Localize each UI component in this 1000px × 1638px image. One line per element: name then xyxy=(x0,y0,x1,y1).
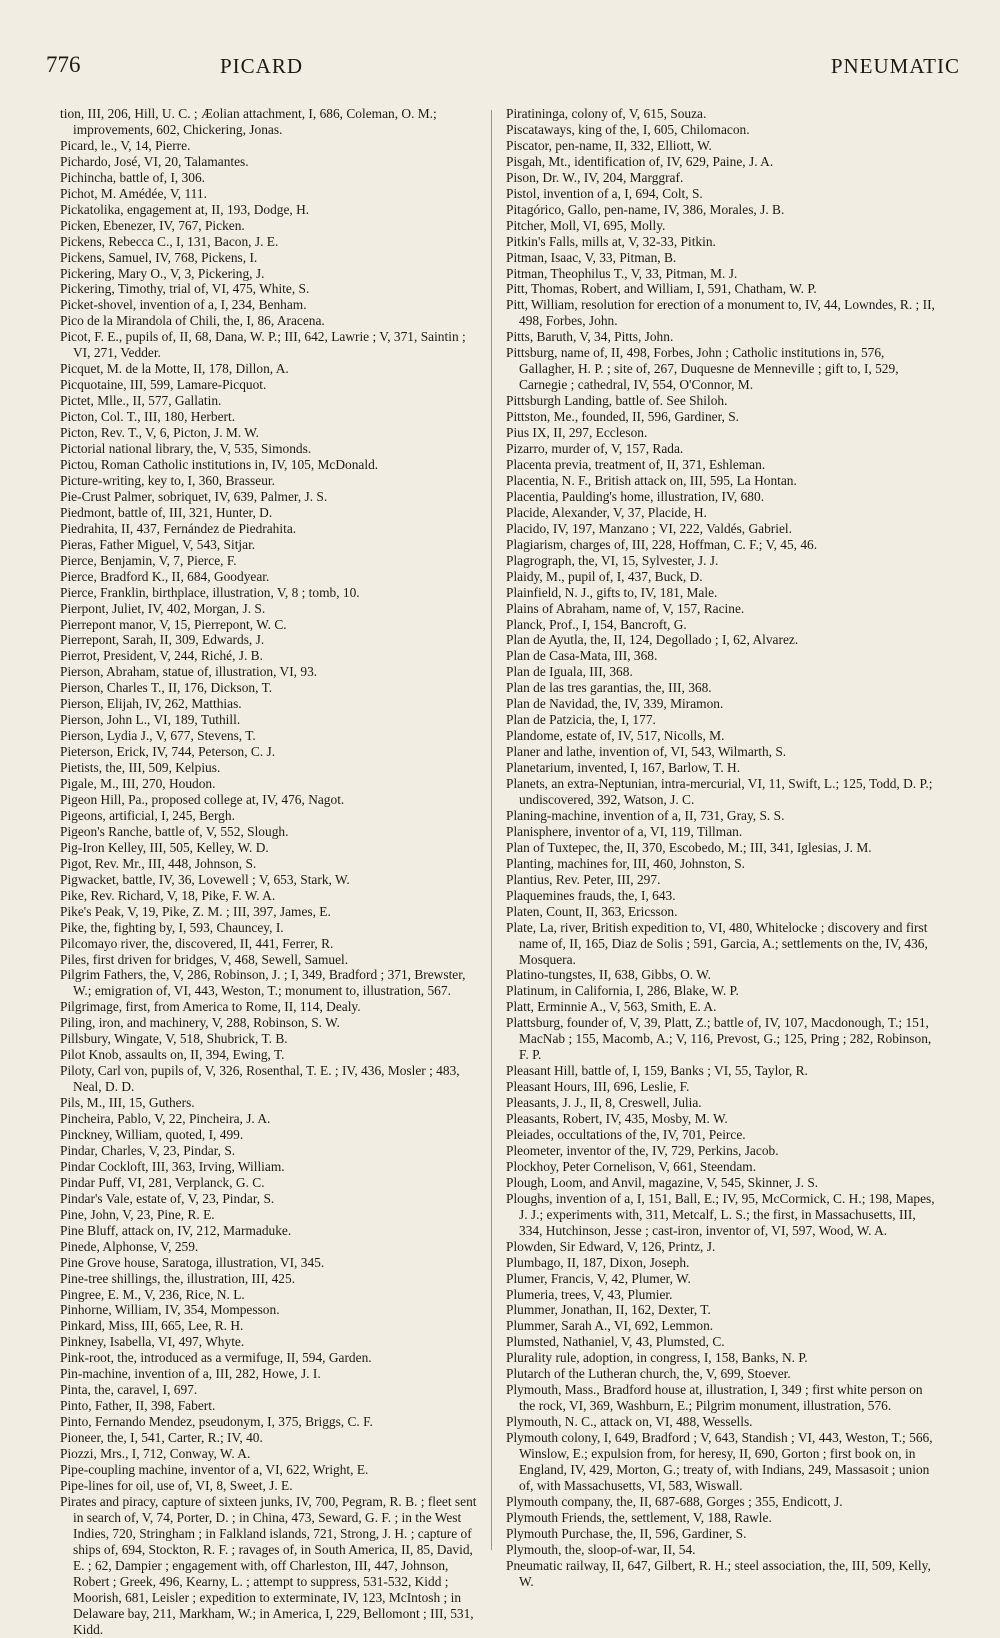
index-entry: Plan de Ayutla, the, II, 124, Degollado ; I, 62, Alvarez. xyxy=(506,632,799,648)
index-entry: Pleiades, occultations of the, IV, 701, Peirce. xyxy=(506,1127,746,1142)
index-entry: Piscataways, king of the, I, 605, Chilomacon. xyxy=(506,121,750,137)
index-entry: Pindar, Charles, V, 23, Pindar, S. xyxy=(60,1142,236,1158)
index-entry: Pleasants, J. J., II, 8, Creswell, Julia. xyxy=(506,1095,702,1111)
index-entry: Pipe-lines for oil, use of, VI, 8, Sweet, J. E. xyxy=(60,1477,293,1493)
index-entry: Picquet, M. de la Motte, II, 178, Dillon, A. xyxy=(60,361,289,377)
index-entry: Pie-Crust Palmer, sobriquet, IV, 639, Palmer, J. S. xyxy=(60,488,328,504)
index-entry: Plumsted, Nathaniel, V, 43, Plumsted, C. xyxy=(506,1334,725,1350)
index-entry: Pierson, Abraham, statue of, illustration, VI, 93. xyxy=(60,664,318,680)
index-entry: Pine Bluff, attack on, IV, 212, Marmaduke. xyxy=(60,1222,292,1238)
index-entry: Pinkney, Isabella, VI, 497, Whyte. xyxy=(60,1334,245,1350)
index-entry: Placenta previa, treatment of, II, 371, Eshleman. xyxy=(506,456,766,472)
running-head-left: PICARD xyxy=(220,54,304,78)
index-entry: Pleasant Hours, III, 696, Leslie, F. xyxy=(506,1079,690,1095)
index-entry: Pitts, Baruth, V, 34, Pitts, John. xyxy=(506,329,674,345)
index-entry: Piscator, pen-name, II, 332, Elliott, W. xyxy=(506,137,712,153)
index-entry: Pison, Dr. W., IV, 204, Marggraf. xyxy=(506,169,684,185)
index-entry: Pierpont, Juliet, IV, 402, Morgan, J. S. xyxy=(60,600,266,616)
index-entry: Pieterson, Erick, IV, 744, Peterson, C. J. xyxy=(60,744,276,760)
index-entry: Plan of Tuxtepec, the, II, 370, Escobedo, M.; III, 341, Iglesias, J. M. xyxy=(506,839,872,855)
index-entry: Pittsburg, name of, II, 498, Forbes, John ; Catholic institutions in, 576, Gallagher, H. P. ; site of, 267, Duquesne de Menneville ; gift to, I, 529, Carnegie ; cathedral, IV, 554, O'Connor, M. xyxy=(506,345,899,393)
page-number: 776 xyxy=(46,52,81,77)
index-entry: Pindar Puff, VI, 281, Verplanck, G. C. xyxy=(60,1174,265,1190)
index-entry: Pinhorne, William, IV, 354, Mompesson. xyxy=(60,1302,280,1318)
index-entry: Piling, iron, and machinery, V, 288, Robinson, S. W. xyxy=(60,1015,340,1031)
index-entry: Pinto, Fernando Mendez, pseudonym, I, 375, Briggs, C. F. xyxy=(60,1414,373,1430)
index-entry: Pigot, Rev. Mr., III, 448, Johnson, S. xyxy=(60,855,257,871)
index-entry: Platt, Erminnie A., V, 563, Smith, E. A. xyxy=(506,999,717,1015)
index-entry: Pichardo, José, VI, 20, Talamantes. xyxy=(60,153,249,169)
index-entry: Placentia, N. F., British attack on, III, 595, La Hontan. xyxy=(506,472,797,488)
index-entry: Picton, Rev. T., V, 6, Picton, J. M. W. xyxy=(60,425,260,441)
index-entry: Pils, M., III, 15, Guthers. xyxy=(60,1095,195,1111)
index-entry: Platen, Count, II, 363, Ericsson. xyxy=(506,903,678,919)
index-entry: Pike, Rev. Richard, V, 18, Pike, F. W. A. xyxy=(60,887,276,903)
index-entry: Pickatolika, engagement at, II, 193, Dodge, H. xyxy=(60,201,310,217)
index-entry: Pittston, Me., founded, II, 596, Gardiner, S. xyxy=(506,409,740,425)
index-entry: Plandome, estate of, IV, 517, Nicolls, M. xyxy=(506,728,725,744)
index-entry: Pictet, Mlle., II, 577, Gallatin. xyxy=(60,393,222,409)
index-entry: Pink-root, the, introduced as a vermifuge, II, 594, Garden. xyxy=(60,1350,372,1366)
index-entry: Pindar's Vale, estate of, V, 23, Pindar, S. xyxy=(60,1190,275,1206)
index-entry: Pilcomayo river, the, discovered, II, 441, Ferrer, R. xyxy=(60,935,334,951)
index-entry: Plymouth Friends, the, settlement, V, 188, Rawle. xyxy=(506,1509,772,1525)
index-entry: Pierson, Elijah, IV, 262, Matthias. xyxy=(60,696,242,712)
index-entry: Plockhoy, Peter Cornelison, V, 661, Steendam. xyxy=(506,1158,757,1174)
index-entry: Pitcher, Moll, VI, 695, Molly. xyxy=(506,217,666,233)
index-entry: Pilot Knob, assaults on, II, 394, Ewing, T. xyxy=(60,1047,285,1063)
index-entry: Pierson, John L., VI, 189, Tuthill. xyxy=(60,712,241,728)
index-entry: Pitt, Thomas, Robert, and William, I, 591, Chatham, W. P. xyxy=(506,281,817,297)
index-entry: Picken, Ebenezer, IV, 767, Picken. xyxy=(60,217,245,233)
index-entry: Plattsburg, founder of, V, 39, Platt, Z.; battle of, IV, 107, Macdonough, T.; 151, MacNab ; 155, Macomb, A.; V, 116, Prevost, G.; 125, Pring ; 282, Robinson, F. P. xyxy=(506,1015,932,1063)
index-entry: Piratininga, colony of, V, 615, Souza. xyxy=(506,106,707,121)
index-entry: Pizarro, murder of, V, 157, Rada. xyxy=(506,441,684,457)
running-head-right: PNEUMATIC xyxy=(830,54,960,78)
index-entry: Ploughs, invention of a, I, 151, Ball, E.; IV, 95, McCormick, C. H.; 198, Mapes, J. J.; experiments with, 311, Metcalf, L. S.; the first, in Massachusetts, III, 334, Hutchinson, Jesse ; cast-iron, inventor of, VI, 597, Wood, W. A. xyxy=(506,1190,935,1238)
index-entry: Plains of Abraham, name of, V, 157, Racine. xyxy=(506,600,745,616)
index-entry: Plumer, Francis, V, 42, Plumer, W. xyxy=(506,1270,691,1286)
index-entry: Plumbago, II, 187, Dixon, Joseph. xyxy=(506,1254,690,1270)
index-entry: Pindar Cockloft, III, 363, Irving, William. xyxy=(60,1158,285,1174)
index-entry: Pilgrim Fathers, the, V, 286, Robinson, J. ; I, 349, Bradford ; 371, Brewster, W.; emigration of, VI, 443, Weston, T.; monument to, illustration, 567. xyxy=(60,967,466,999)
index-entry: Placentia, Paulding's home, illustration, IV, 680. xyxy=(506,488,765,504)
index-column-left xyxy=(60,106,480,1638)
index-entry: Pius IX, II, 297, Eccleson. xyxy=(506,425,648,441)
index-entry: Plymouth, the, sloop-of-war, II, 54. xyxy=(506,1541,696,1557)
index-entry: Pin-machine, invention of a, III, 282, Howe, J. I. xyxy=(60,1366,321,1382)
index-entry: Placide, Alexander, V, 37, Placide, H. xyxy=(506,504,707,520)
index-entry: Planer and lathe, invention of, VI, 543, Wilmarth, S. xyxy=(506,744,787,760)
index-entry: Pleasant Hill, battle of, I, 159, Banks ; VI, 55, Taylor, R. xyxy=(506,1063,808,1079)
index-entry: Plan de Patzicia, the, I, 177. xyxy=(506,712,656,728)
index-entry: Pincheira, Pablo, V, 22, Pincheira, J. A. xyxy=(60,1111,271,1127)
index-entry: Piozzi, Mrs., I, 712, Conway, W. A. xyxy=(60,1446,251,1462)
index-entry: Pichincha, battle of, I, 306. xyxy=(60,169,206,185)
index-entry: Pigwacket, battle, IV, 36, Lovewell ; V, 653, Stark, W. xyxy=(60,871,350,887)
index-entry: Plaquemines frauds, the, I, 643. xyxy=(506,887,676,903)
index-entry: Pickens, Rebecca C., I, 131, Bacon, J. E. xyxy=(60,233,279,249)
index-entry: Picquotaine, III, 599, Lamare-Picquot. xyxy=(60,377,267,393)
index-entry: Plan de las tres garantias, the, III, 368. xyxy=(506,680,712,696)
index-entry: Picot, F. E., pupils of, II, 68, Dana, W. P.; III, 642, Lawrie ; V, 371, Saintin ; VI, 271, Vedder. xyxy=(60,329,466,361)
index-entry: Pisgah, Mt., identification of, IV, 629, Paine, J. A. xyxy=(506,153,774,169)
index-entry: Picard, le., V, 14, Pierre. xyxy=(60,137,191,153)
index-entry: tion, III, 206, Hill, U. C. ; Æolian attachment, I, 686, Coleman, O. M.; improvements, 602, Chickering, Jonas. xyxy=(60,106,437,137)
index-entry: Pierce, Franklin, birthplace, illustration, V, 8 ; tomb, 10. xyxy=(60,584,360,600)
index-entry: Pictorial national library, the, V, 535, Simonds. xyxy=(60,441,312,457)
index-entry: Piles, first driven for bridges, V, 468, Sewell, Samuel. xyxy=(60,951,349,967)
index-entry: Platino-tungstes, II, 638, Gibbs, O. W. xyxy=(506,967,711,983)
index-entry: Plaidy, M., pupil of, I, 437, Buck, D. xyxy=(506,568,703,584)
index-entry: Pierrot, President, V, 244, Riché, J. B. xyxy=(60,648,263,664)
index-entry: Planets, an extra-Neptunian, intra-mercurial, VI, 11, Swift, L.; 125, Todd, D. P.; undiscovered, 392, Watson, J. C. xyxy=(506,776,933,807)
index-entry: Pickering, Timothy, trial of, VI, 475, White, S. xyxy=(60,281,310,297)
index-entry: Pierson, Charles T., II, 176, Dickson, T. xyxy=(60,680,273,696)
index-entry: Pistol, invention of a, I, 694, Colt, S. xyxy=(506,185,703,201)
index-entry: Plutarch of the Lutheran church, the, V, 699, Stoever. xyxy=(506,1366,791,1382)
index-entry: Pierce, Bradford K., II, 684, Goodyear. xyxy=(60,568,270,584)
index-entry: Picket-shovel, invention of a, I, 234, Benham. xyxy=(60,297,307,313)
index-entry: Plan de Casa-Mata, III, 368. xyxy=(506,648,658,664)
index-entry: Planting, machines for, III, 460, Johnston, S. xyxy=(506,855,745,871)
index-entry: Plan de Navidad, the, IV, 339, Miramon. xyxy=(506,696,724,712)
index-entry: Pierrepont manor, V, 15, Pierrepont, W. C. xyxy=(60,616,287,632)
index-entry: Pinckney, William, quoted, I, 499. xyxy=(60,1127,244,1142)
index-entry: Pinto, Father, II, 398, Fabert. xyxy=(60,1398,216,1414)
index-entry: Pleometer, inventor of the, IV, 729, Perkins, Jacob. xyxy=(506,1142,779,1158)
index-entry: Pingree, E. M., V, 236, Rice, N. L. xyxy=(60,1286,245,1302)
index-entry: Plummer, Jonathan, II, 162, Dexter, T. xyxy=(506,1302,711,1318)
index-entry: Piedmont, battle of, III, 321, Hunter, D. xyxy=(60,504,273,520)
index-entry: Plymouth company, the, II, 687-688, Gorges ; 355, Endicott, J. xyxy=(506,1493,843,1509)
page-header xyxy=(46,52,960,88)
index-entry: Pig-Iron Kelley, III, 505, Kelley, W. D. xyxy=(60,839,269,855)
index-entry: Planing-machine, invention of a, II, 731, Gray, S. S. xyxy=(506,807,785,823)
index-entry: Placido, IV, 197, Manzano ; VI, 222, Valdés, Gabriel. xyxy=(506,520,792,536)
index-entry: Pigeon Hill, Pa., proposed college at, IV, 476, Nagot. xyxy=(60,791,345,807)
index-entry: Plagrograph, the, VI, 15, Sylvester, J. J. xyxy=(506,552,719,568)
index-entry: Plantius, Rev. Peter, III, 297. xyxy=(506,871,661,887)
index-entry: Plymouth, N. C., attack on, VI, 488, Wessells. xyxy=(506,1414,753,1430)
index-entry: Pinede, Alphonse, V, 259. xyxy=(60,1238,199,1254)
index-entry: Plough, Loom, and Anvil, magazine, V, 545, Skinner, J. S. xyxy=(506,1174,819,1190)
index-entry: Pitman, Theophilus T., V, 33, Pitman, M. J. xyxy=(506,265,738,281)
index-entry: Piedrahita, II, 437, Fernández de Piedrahita. xyxy=(60,520,297,536)
index-entry: Pietists, the, III, 509, Kelpius. xyxy=(60,760,221,776)
index-entry: Pillsbury, Wingate, V, 518, Shubrick, T. B. xyxy=(60,1031,288,1047)
index-entry: Pictou, Roman Catholic institutions in, IV, 105, McDonald. xyxy=(60,456,379,472)
index-entry: Planck, Prof., I, 154, Bancroft, G. xyxy=(506,616,687,632)
index-entry: Plan de Iguala, III, 368. xyxy=(506,664,633,680)
index-entry: Pico de la Mirandola of Chili, the, I, 86, Aracena. xyxy=(60,313,325,329)
index-entry: Platinum, in California, I, 286, Blake, W. P. xyxy=(506,983,739,999)
index-entry: Pirates and piracy, capture of sixteen junks, IV, 700, Pegram, R. B. ; fleet sent in search of, V, 74, Porter, D. ; in China, 473, Seward, G. F. ; in the West Indies, 720, Stringham ; in Falkland islands, 721, Strong, J. H. ; capture of ships of, 694, Stockton, R. F. ; ravages of, in South America, II, 85, David, E. ; 62, Dampier ; engagement with, off Charleston, III, 447, Johnson, Robert ; Greek, 496, Kearny, L. ; attempt to suppress, 531-532, Kidd ; Moorish, 681, Leisler ; expedition to exterminate, IV, 123, McIntosh ; in Delaware bay, 211, Markham, W.; in America, I, 229, Bellomont ; III, 531, Kidd. xyxy=(60,1493,477,1637)
index-entry: Plagiarism, charges of, III, 228, Hoffman, C. F.; V, 45, 46. xyxy=(506,536,818,552)
index-entry: Pierrepont, Sarah, II, 309, Edwards, J. xyxy=(60,632,265,648)
index-entry: Pickens, Samuel, IV, 768, Pickens, I. xyxy=(60,249,258,265)
index-entry: Planisphere, inventor of a, VI, 119, Tillman. xyxy=(506,823,743,839)
index-entry: Pigale, M., III, 270, Houdon. xyxy=(60,776,216,792)
index-entry: Pitkin's Falls, mills at, V, 32-33, Pitkin. xyxy=(506,233,716,249)
index-entry: Plummer, Sarah A., VI, 692, Lemmon. xyxy=(506,1318,714,1334)
index-entry: Plurality rule, adoption, in congress, I, 158, Banks, N. P. xyxy=(506,1350,808,1366)
index-entry: Pitt, William, resolution for erection of a monument to, IV, 44, Lowndes, R. ; II, 498, Forbes, John. xyxy=(506,297,935,329)
index-entry: Pitagórico, Gallo, pen-name, IV, 386, Morales, J. B. xyxy=(506,201,785,217)
index-entry: Pigeon's Ranche, battle of, V, 552, Slough. xyxy=(60,823,289,839)
index-entry: Pierson, Lydia J., V, 677, Stevens, T. xyxy=(60,728,256,744)
index-entry: Pneumatic railway, II, 647, Gilbert, R. H.; steel association, the, III, 509, Kelly, W. xyxy=(506,1557,931,1589)
index-entry: Plymouth Purchase, the, II, 596, Gardiner, S. xyxy=(506,1525,747,1541)
index-entry: Plymouth colony, I, 649, Bradford ; V, 643, Standish ; VI, 443, Weston, T.; 566, Winslow, E.; expulsion from, for heresy, II, 690, Gorton ; first book on, in England, IV, 429, Morton, G.; treaty of, with Indians, 249, Massasoit ; union of, with Massachusetts, VI, 583, Wiswall. xyxy=(506,1430,933,1493)
index-entry: Plumeria, trees, V, 43, Plumier. xyxy=(506,1286,673,1302)
index-entry: Pine, John, V, 23, Pine, R. E. xyxy=(60,1206,215,1222)
column-divider xyxy=(491,110,492,1550)
index-entry: Piloty, Carl von, pupils of, V, 326, Rosenthal, T. E. ; IV, 436, Mosler ; 483, Neal, D. D. xyxy=(60,1063,460,1095)
index-entry: Pilgrimage, first, from America to Rome, II, 114, Dealy. xyxy=(60,999,361,1015)
index-entry: Pioneer, the, I, 541, Carter, R.; IV, 40. xyxy=(60,1430,263,1446)
index-entry: Pleasants, Robert, IV, 435, Mosby, M. W. xyxy=(506,1111,728,1127)
index-entry: Pipe-coupling machine, inventor of a, VI, 622, Wright, E. xyxy=(60,1462,369,1478)
index-entry: Pieras, Father Miguel, V, 543, Sitjar. xyxy=(60,536,256,552)
index-entry: Planetarium, invented, I, 167, Barlow, T. H. xyxy=(506,760,741,776)
index-entry: Pickering, Mary O., V, 3, Pickering, J. xyxy=(60,265,265,281)
index-entry: Pinta, the, caravel, I, 697. xyxy=(60,1382,198,1398)
index-entry: Pigeons, artificial, I, 245, Bergh. xyxy=(60,807,235,823)
index-entry: Plate, La, river, British expedition to, VI, 480, Whitelocke ; discovery and first name of, II, 165, Diaz de Solis ; 591, Garcia, A.; settlements on the, IV, 436, Mosquera. xyxy=(506,919,928,967)
index-entry: Plowden, Sir Edward, V, 126, Printz, J. xyxy=(506,1238,716,1254)
index-column-right xyxy=(506,106,938,1590)
index-entry: Pinkard, Miss, III, 665, Lee, R. H. xyxy=(60,1318,244,1334)
index-entry: Picton, Col. T., III, 180, Herbert. xyxy=(60,409,236,425)
index-entry: Pine-tree shillings, the, illustration, III, 425. xyxy=(60,1270,296,1286)
index-entry: Pike, the, fighting by, I, 593, Chauncey, I. xyxy=(60,919,284,935)
index-entry: Pike's Peak, V, 19, Pike, Z. M. ; III, 397, James, E. xyxy=(60,903,331,919)
index-entry: Plainfield, N. J., gifts to, IV, 181, Male. xyxy=(506,584,718,600)
index-entry: Pittsburgh Landing, battle of. See Shiloh. xyxy=(506,393,728,409)
index-entry: Pitman, Isaac, V, 33, Pitman, B. xyxy=(506,249,677,265)
index-entry: Pichot, M. Amédée, V, 111. xyxy=(60,185,207,201)
index-entry: Pierce, Benjamin, V, 7, Pierce, F. xyxy=(60,552,237,568)
index-entry: Pine Grove house, Saratoga, illustration, VI, 345. xyxy=(60,1254,325,1270)
index-entry: Plymouth, Mass., Bradford house at, illustration, I, 349 ; first white person on the rock, VI, 369, Washburn, E.; Pilgrim monument, illustration, 576. xyxy=(506,1382,923,1414)
index-entry: Picture-writing, key to, I, 360, Brasseur. xyxy=(60,472,275,488)
